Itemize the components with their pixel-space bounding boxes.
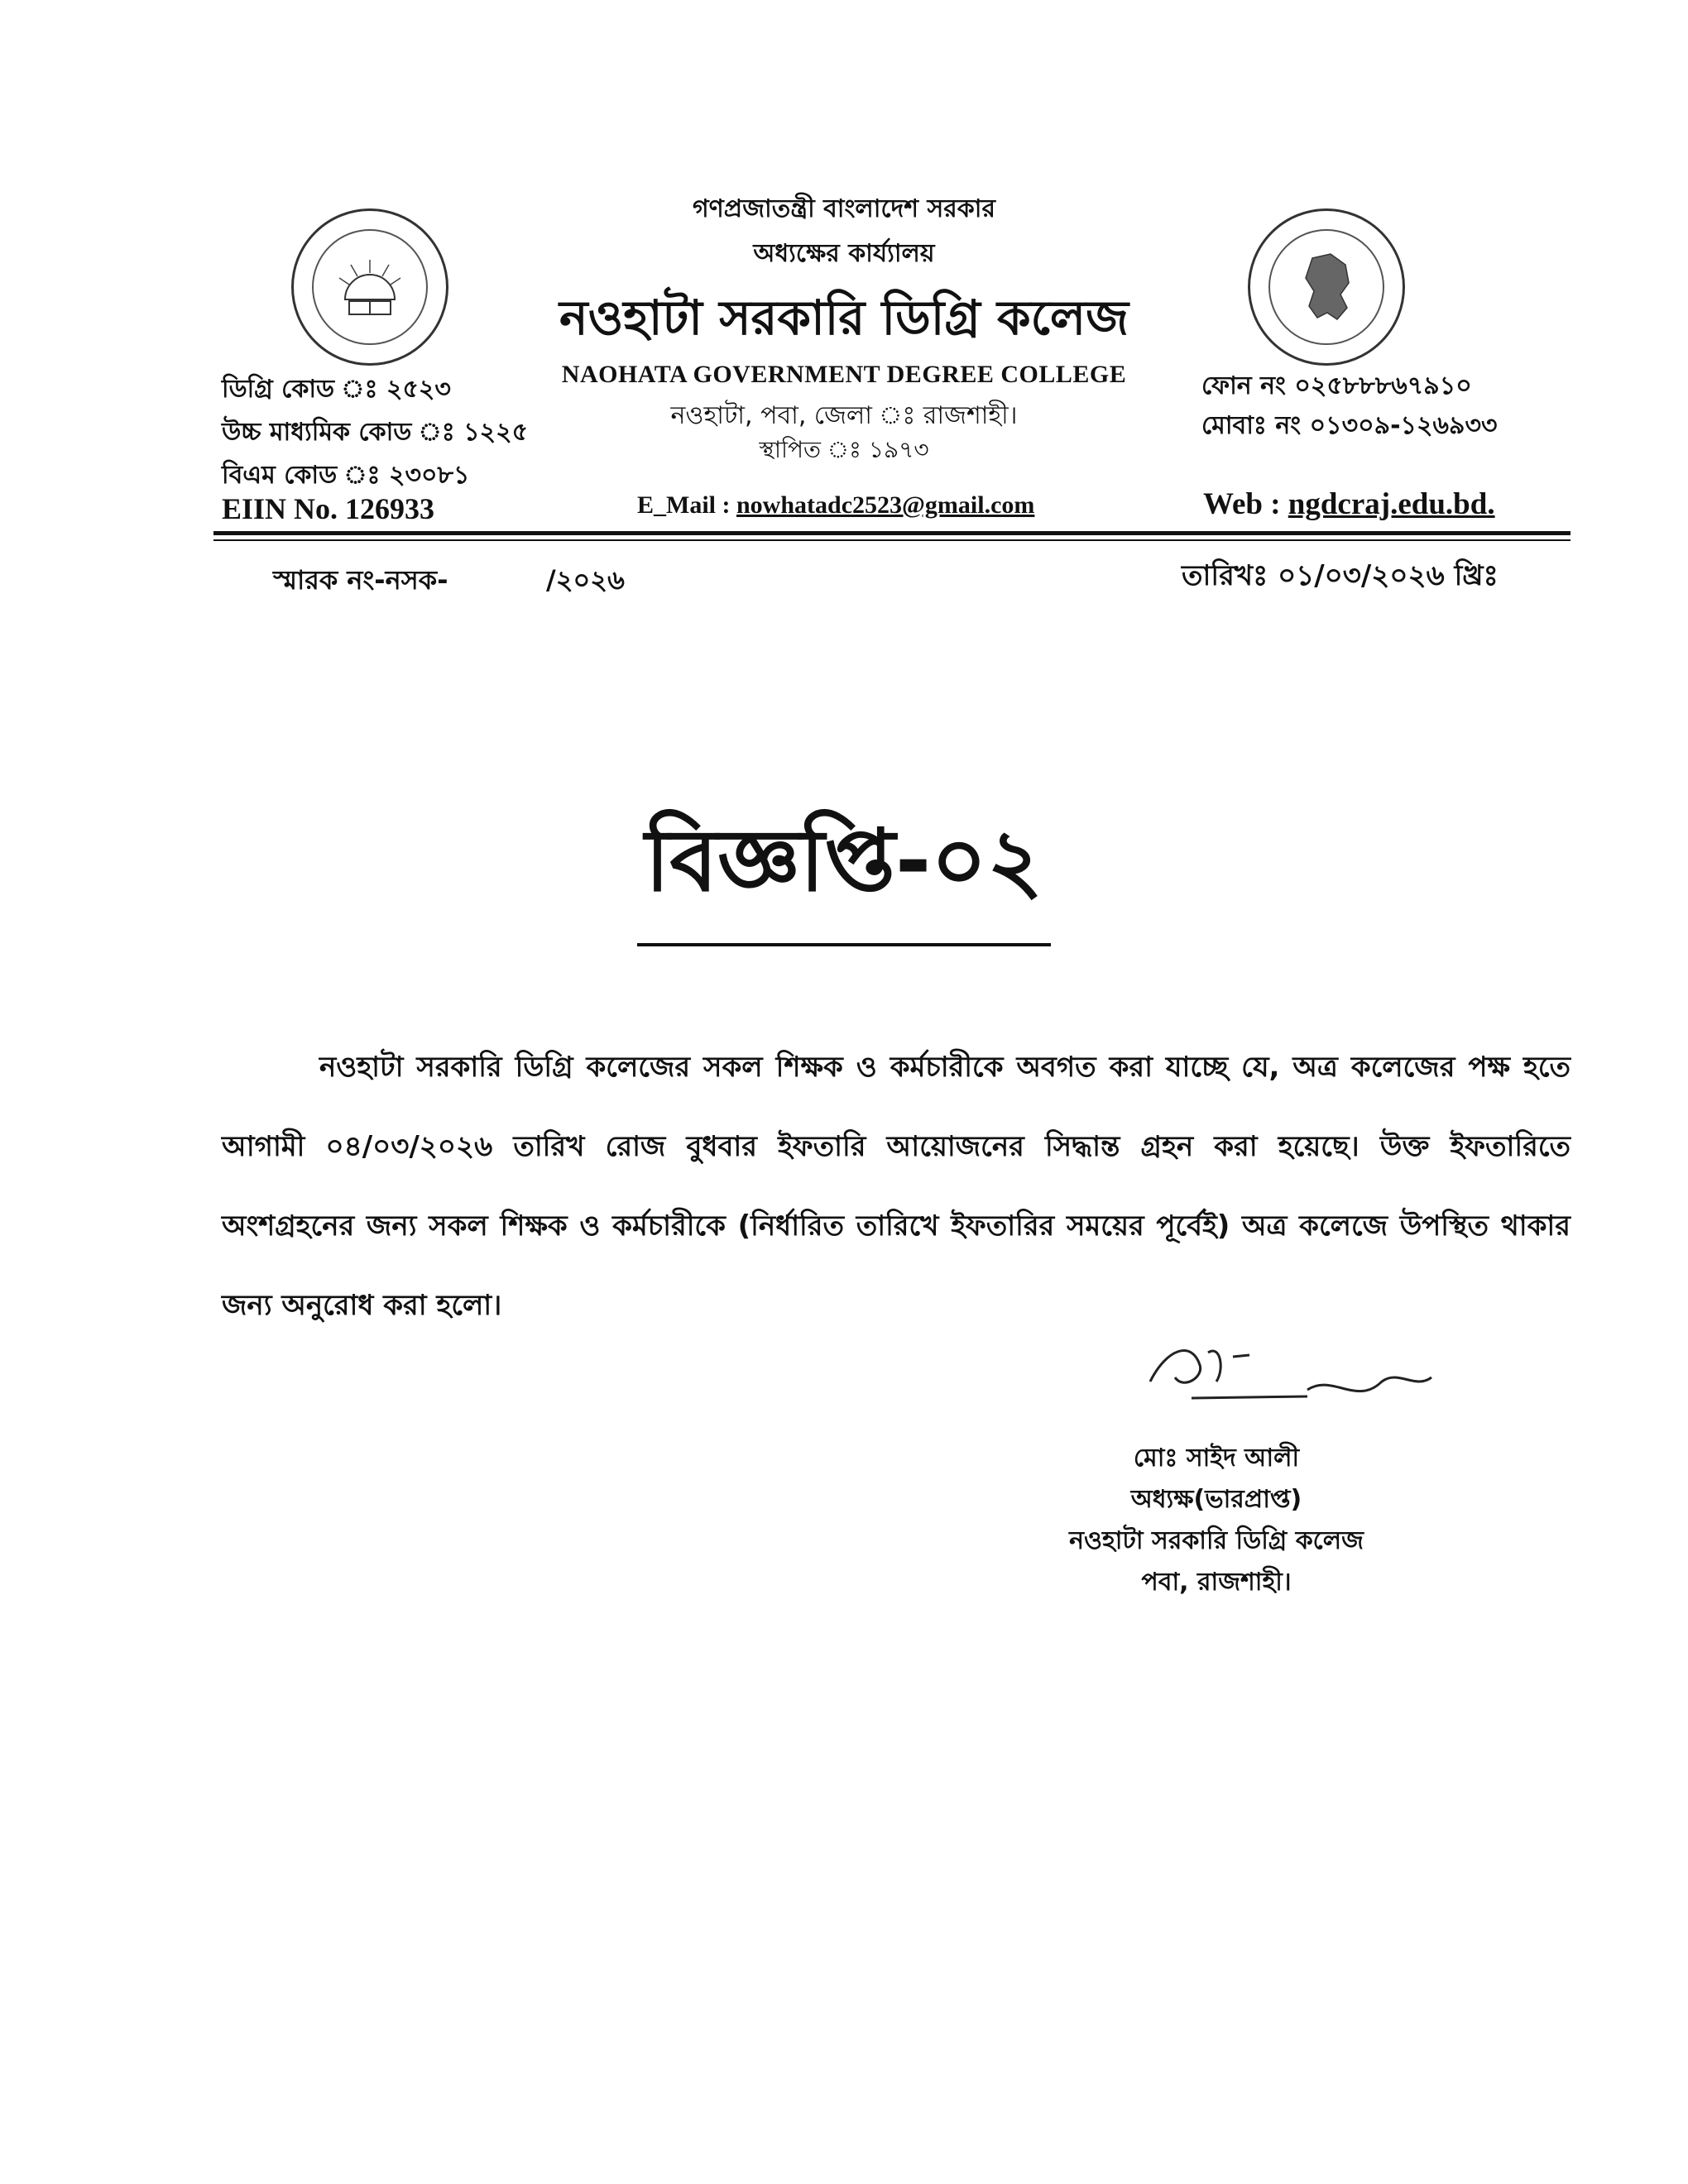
web-link[interactable]: ngdcraj.edu.bd. — [1288, 487, 1495, 521]
degree-code: ডিগ্রি কোড ঃ ২৫২৩ — [222, 375, 451, 404]
notice-body-text: নওহাটা সরকারি ডিগ্রি কলেজের সকল শিক্ষক ও কর্মচারীকে অবগত করা যাচ্ছে যে, অত্র কলেজের পক্ষ হতে আগামী ০৪/০৩/২০২৬ তারিখ রোজ বুধবার ইফতারি আয়োজনের সিদ্ধান্ত গ্রহন করা হয়েছে। উক্ত ইফতারিতে অংশগ্রহনের জন্য সকল শিক্ষক ও কর্মচারীকে (নির্ধারিত তারিখে ইফতারির সময়ের পূর্বেই) অত্র কলেজে উপস্থিত থাকার জন্য অনুরোধ করা হলো। — [222, 1051, 1571, 1322]
bangladesh-map-emblem-icon — [1248, 208, 1405, 366]
email-label: E_Mail : — [637, 491, 736, 519]
memo-date: তারিখঃ ০১/০৩/২০২৬ খ্রিঃ — [1182, 559, 1499, 592]
memo-year: /২০২৬ — [546, 564, 625, 596]
email-link[interactable]: nowhatadc2523@gmail.com — [736, 491, 1035, 519]
notice-title — [0, 794, 1688, 946]
email-line — [637, 491, 1034, 520]
college-name-en: NAOHATA GOVERNMENT DEGREE COLLEGE — [561, 361, 1127, 388]
hsc-code: উচ্চ মাধ্যমিক কোড ঃ ১২২৫ — [222, 418, 529, 447]
notice-title-text: বিজ্ঞপ্তি-০২ — [637, 794, 1052, 946]
established-year: স্থাপিত ঃ ১৯৭৩ — [759, 436, 929, 463]
college-name-bn: নওহাটা সরকারি ডিগ্রি কলেজ — [559, 290, 1129, 346]
header-divider-thin — [213, 539, 1571, 541]
signatory-location: পবা, রাজশাহী। — [1141, 1568, 1292, 1597]
govt-heading: গণপ্রজাতন্ত্রী বাংলাদেশ সরকার — [693, 194, 995, 223]
eiin-number: EIIN No. 126933 — [222, 492, 435, 525]
sun-book-emblem-icon — [291, 208, 448, 366]
web-label: Web : — [1203, 487, 1288, 521]
bm-code: বিএম কোড ঃ ২৩০৮১ — [222, 461, 470, 490]
office-heading: অধ্যক্ষের কার্য্যালয় — [753, 239, 935, 268]
signatory-designation: অধ্যক্ষ(ভারপ্রাপ্ত) — [1130, 1485, 1302, 1514]
government-seal-logo — [1248, 208, 1405, 366]
college-address: নওহাটা, পবা, জেলা ঃ রাজশাহী। — [670, 401, 1018, 430]
phone-number: ফোন নং ০২৫৮৮৮৬৭৯১০ — [1201, 371, 1472, 400]
web-line — [1203, 486, 1495, 522]
notice-body — [222, 1027, 1571, 1345]
header-divider-thick — [213, 531, 1571, 535]
mobile-number: মোবাঃ নং ০১৩০৯-১২৬৯৩৩ — [1201, 411, 1498, 440]
handwritten-signature — [1142, 1332, 1440, 1423]
college-seal-logo — [291, 208, 448, 366]
signatory-block — [1001, 1438, 1431, 1603]
signatory-institution: নওহাটা সরকারি ডিগ্রি কলেজ — [1069, 1526, 1364, 1555]
signatory-name: মোঃ সাইদ আলী — [1133, 1444, 1300, 1473]
memo-reference: স্মারক নং-নসক- — [273, 564, 448, 596]
